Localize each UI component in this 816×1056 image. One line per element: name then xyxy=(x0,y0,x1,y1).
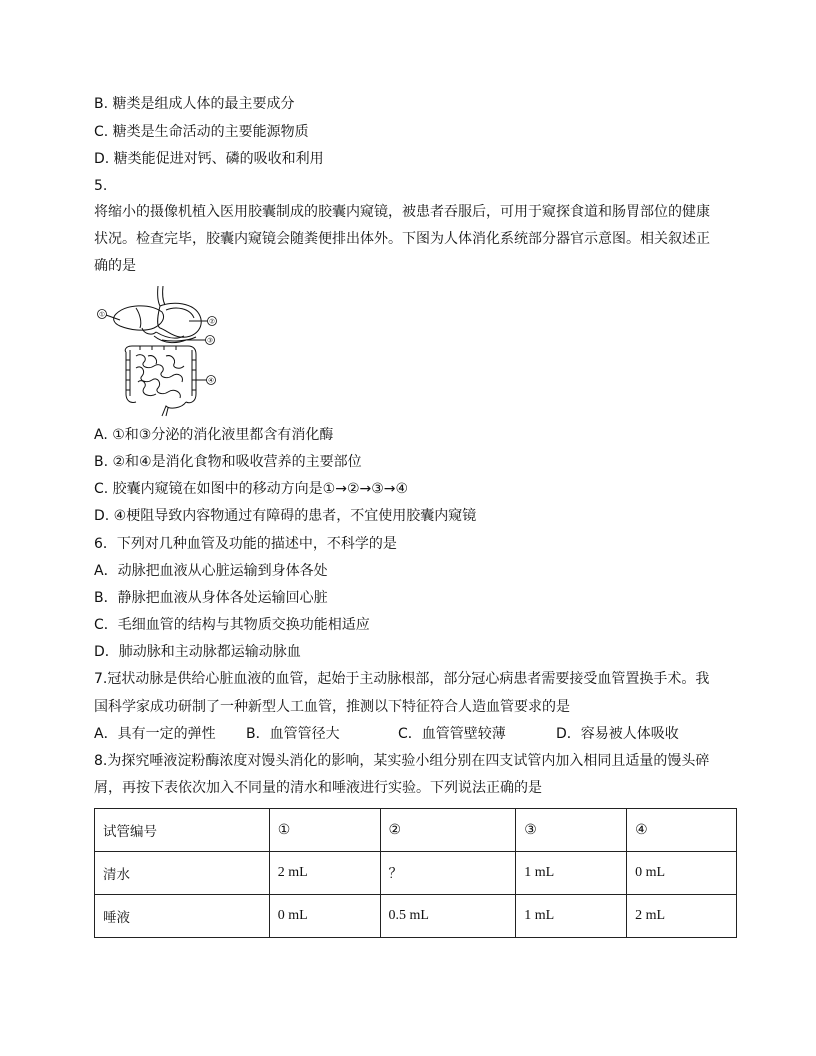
table-row xyxy=(95,895,737,938)
table-header-cell: ③ xyxy=(516,809,627,852)
q4-option-c: C. 糖类是生命活动的主要能源物质 xyxy=(94,124,309,140)
table-header-cell: 试管编号 xyxy=(95,809,270,852)
table-row xyxy=(95,852,737,895)
table-cell: 0 mL xyxy=(269,895,380,938)
table-cell: 2 mL xyxy=(627,895,737,938)
q6-option-d: D．肺动脉和主动脉都运输动脉血 xyxy=(94,644,301,660)
table-header-cell: ② xyxy=(380,809,516,852)
q7-option-d: D．容易被人体吸收 xyxy=(556,726,679,742)
table-header-cell: ④ xyxy=(627,809,737,852)
table-header-row xyxy=(95,809,737,852)
q7-stem-line1: 7.冠状动脉是供给心脏血液的血管，起始于主动脉根部，部分冠心病患者需要接受血管置换手术。我 xyxy=(94,671,710,687)
q6-option-a: A．动脉把血液从心脏运输到身体各处 xyxy=(94,563,328,579)
figure-label-1: ① xyxy=(99,310,105,319)
q4-option-b: B. 糖类是组成人体的最主要成分 xyxy=(94,96,295,112)
q5-stem-line2: 状况。检查完毕，胶囊内窥镜会随粪便排出体外。下图为人体消化系统部分器官示意图。相关叙述正 xyxy=(94,231,710,247)
q8-stem-line1: 8.为探究唾液淀粉酶浓度对馒头消化的影响，某实验小组分别在四支试管内加入相同且适量的馒头碎 xyxy=(94,753,710,769)
table-cell: 0.5 mL xyxy=(380,895,516,938)
q5-number: 5. xyxy=(94,178,108,194)
table-cell: 清水 xyxy=(95,852,270,895)
table-cell: 1 mL xyxy=(516,895,627,938)
q7-options xyxy=(94,724,679,744)
figure-label-2: ② xyxy=(209,317,215,326)
table-cell: 2 mL xyxy=(269,852,380,895)
q7-option-c: C．血管管壁较薄 xyxy=(398,726,506,742)
q7-option-a: A．具有一定的弹性 xyxy=(94,726,216,742)
table-cell: ？ xyxy=(380,852,516,895)
q4-option-d: D. 糖类能促进对钙、磷的吸收和利用 xyxy=(94,151,324,167)
q5-stem-line3: 确的是 xyxy=(94,258,136,274)
table-cell: 唾液 xyxy=(95,895,270,938)
q5-option-d: D. ④梗阻导致内容物通过有障碍的患者，不宜使用胶囊内窥镜 xyxy=(94,508,477,524)
table-cell: 0 mL xyxy=(627,852,737,895)
figure-label-4: ④ xyxy=(208,376,214,385)
table-header-cell: ① xyxy=(269,809,380,852)
figure-label-3: ③ xyxy=(207,336,213,345)
q6-option-c: C．毛细血管的结构与其物质交换功能相适应 xyxy=(94,617,370,633)
q5-stem-line1: 将缩小的摄像机植入医用胶囊制成的胶囊内窥镜，被患者吞服后，可用于窥探食道和肠胃部位的健康 xyxy=(94,204,710,220)
q8-stem-line2: 屑，再按下表依次加入不同量的清水和唾液进行实验。下列说法正确的是 xyxy=(94,780,542,796)
q5-option-b: B. ②和④是消化食物和吸收营养的主要部位 xyxy=(94,454,362,470)
experiment-table xyxy=(94,808,737,938)
q6-stem: 6．下列对几种血管及功能的描述中，不科学的是 xyxy=(94,536,397,552)
table-cell: 1 mL xyxy=(516,852,627,895)
q6-option-b: B．静脉把血液从身体各处运输回心脏 xyxy=(94,590,328,606)
q5-option-c: C. 胶囊内窥镜在如图中的移动方向是①→②→③→④ xyxy=(94,481,409,497)
q7-option-b: B．血管管径大 xyxy=(246,726,340,742)
digestive-system-diagram xyxy=(96,284,220,420)
q7-stem-line2: 国科学家成功研制了一种新型人工血管，推测以下特征符合人造血管要求的是 xyxy=(94,699,570,715)
q5-option-a: A. ①和③分泌的消化液里都含有消化酶 xyxy=(94,427,334,443)
